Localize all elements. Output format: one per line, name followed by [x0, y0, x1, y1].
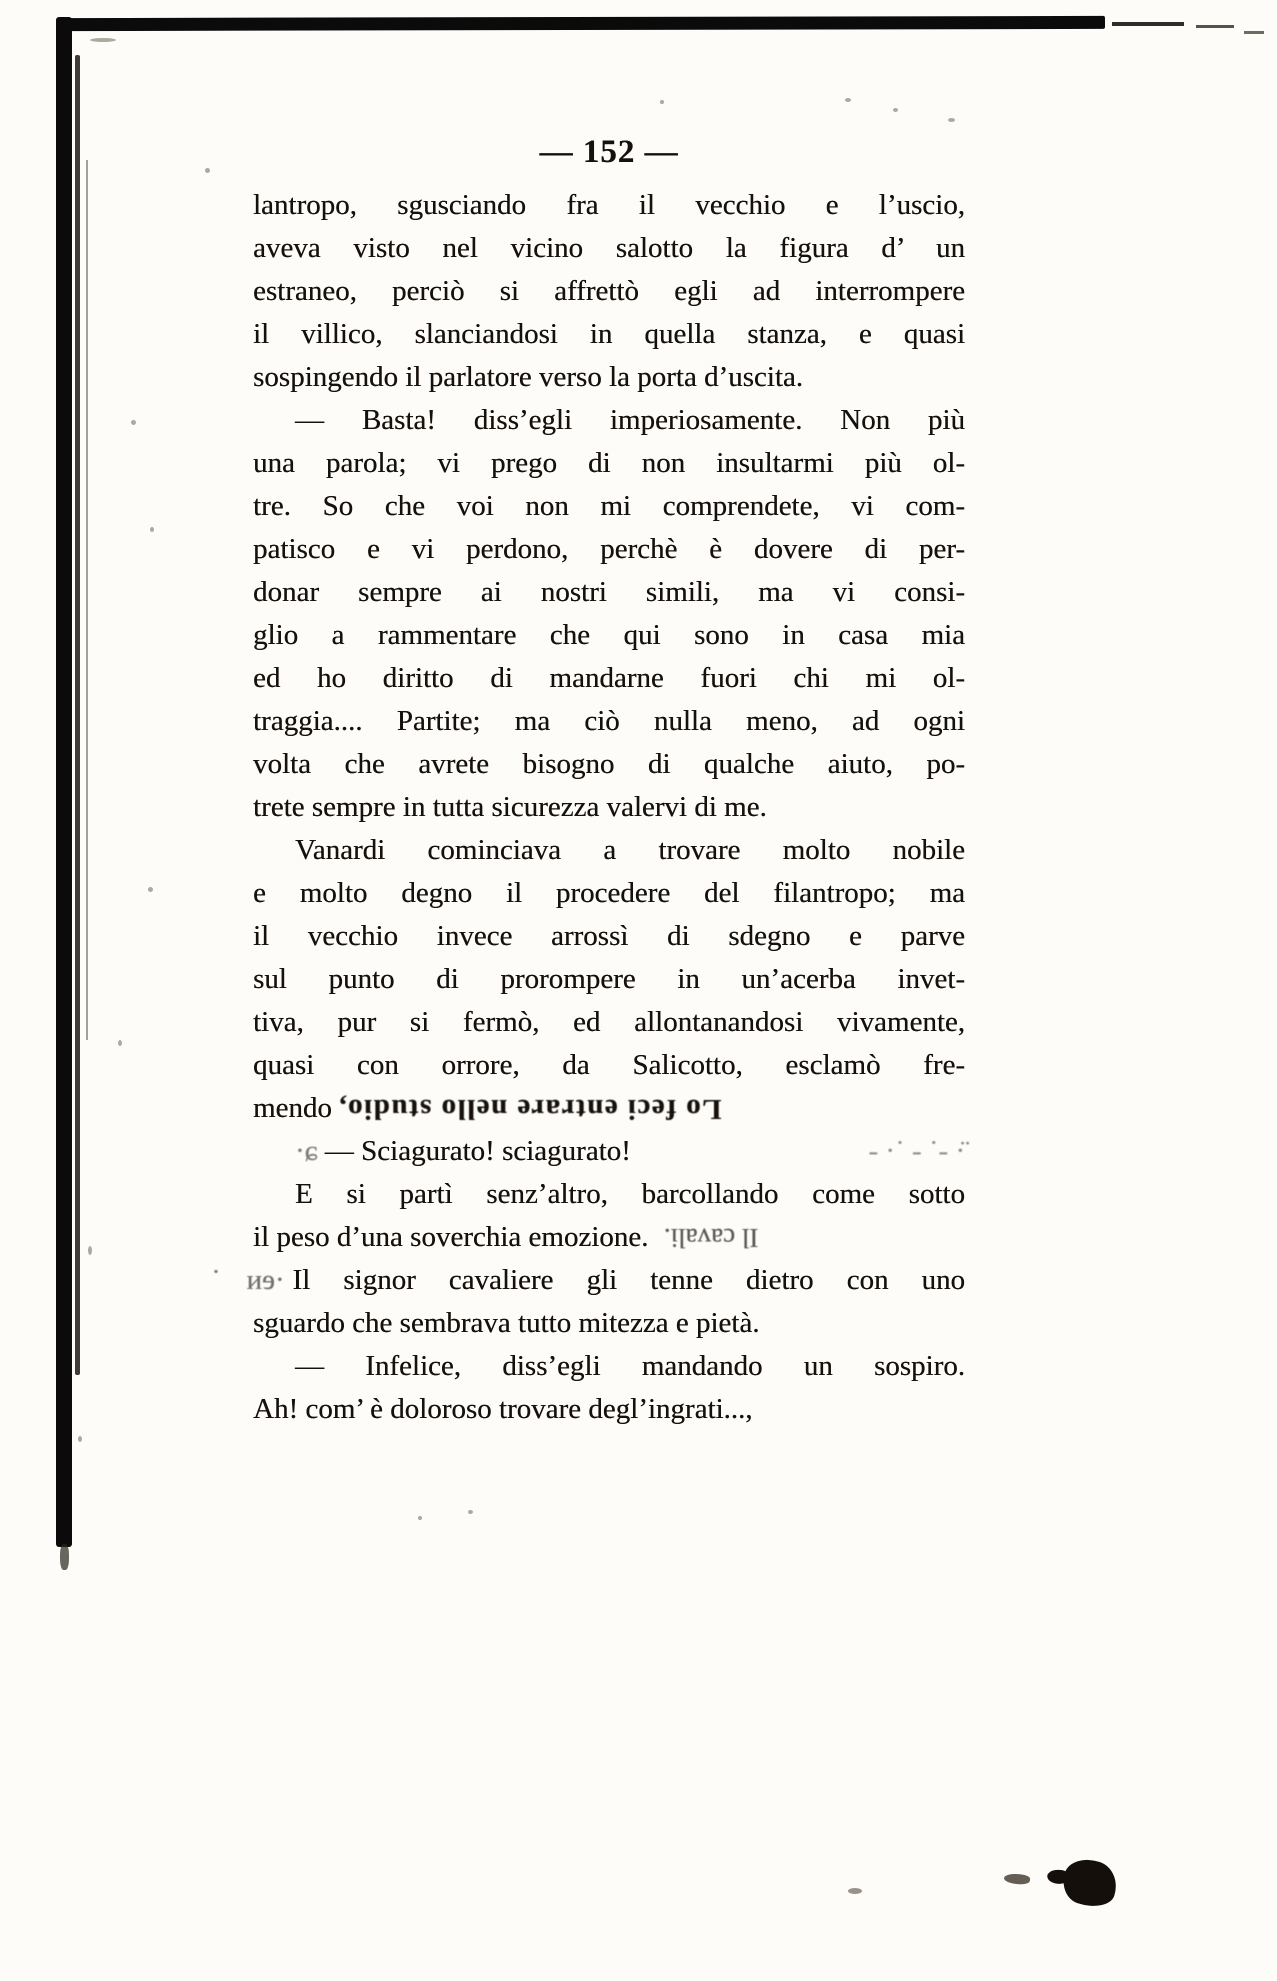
- text-line: [253, 528, 965, 571]
- text-line: [253, 1302, 965, 1345]
- text-segment: glio a rammentare che qui sono in casa mia: [253, 619, 965, 651]
- scan-speck: [90, 38, 116, 42]
- text-line: [253, 1044, 965, 1087]
- scan-edge-left-line: [75, 55, 80, 1375]
- text-segment: donar sempre ai nostri simili, ma vi consi-: [253, 576, 965, 608]
- text-line: [253, 313, 965, 356]
- text-segment: sguardo che sembrava tutto mitezza e pietà.: [253, 1307, 760, 1339]
- scan-edge-top: [57, 16, 1105, 31]
- text-line: [253, 872, 965, 915]
- text-segment: trete sempre in tutta sicurezza valervi di me.: [253, 791, 767, 823]
- text-segment: tiva, pur si fermò, ed allontanandosi vivamente,: [253, 1006, 965, 1038]
- text-line: [253, 571, 965, 614]
- scan-speck: [78, 1436, 82, 1442]
- text-segment: aveva visto nel vicino salotto la figura d’ un: [253, 232, 965, 264]
- ink-blot: [1057, 1853, 1123, 1913]
- ink-artifact: ·ɕ: [295, 1135, 325, 1167]
- scan-speck: [893, 108, 898, 112]
- text-block: [211, 184, 965, 1431]
- text-line: [211, 1259, 965, 1302]
- text-line: [253, 485, 965, 528]
- scan-edge-left-tail: [60, 1544, 69, 1570]
- text-segment: lantropo, sgusciando fra il vecchio e l’uscio,: [253, 189, 965, 221]
- text-line: [253, 399, 965, 442]
- scan-edge-left-line: [86, 160, 88, 1040]
- text-segment: e molto degno il procedere del filantropo; ma: [253, 877, 965, 909]
- text-segment: sospingendo il parlatore verso la porta d’uscita.: [253, 361, 804, 393]
- text-segment: quasi con orrore, da Salicotto, esclamò fre-: [253, 1049, 965, 1081]
- text-segment: estraneo, perciò si affrettò egli ad interrompere: [253, 275, 965, 307]
- text-line: [253, 1001, 965, 1044]
- scan-speck: [88, 1246, 92, 1255]
- scan-edge-top-dash: [1196, 25, 1234, 28]
- text-line: [253, 1173, 965, 1216]
- text-segment: — Infelice, diss’egli mandando un sospiro.: [295, 1350, 965, 1382]
- text-segment: traggia.... Partite; ma ciò nulla meno, ad ogni: [253, 705, 965, 737]
- scan-speck: [660, 100, 664, 104]
- text-segment: E si partì senz’altro, barcollando come sotto: [295, 1178, 965, 1210]
- text-line: [253, 1130, 965, 1173]
- text-segment: — Sciagurato! sciagurato!: [324, 1135, 631, 1167]
- ink-artifact: ‐ ·˙ ‐ ˙‐ ·̈: [868, 1135, 965, 1167]
- ink-blot: [848, 1888, 862, 1894]
- text-segment: una parola; vi prego di non insultarmi più ol-: [253, 447, 965, 479]
- scan-speck: [150, 527, 154, 532]
- text-line: [253, 442, 965, 485]
- scan-speck: [468, 1510, 473, 1514]
- scan-edge-top-dash: [1112, 22, 1184, 26]
- text-line: [253, 829, 965, 872]
- scan-speck: [118, 1040, 122, 1046]
- scan-speck: [948, 118, 955, 122]
- text-line: [253, 1388, 965, 1431]
- page-number: — 152 —: [539, 134, 679, 170]
- scan-speck: [418, 1516, 422, 1520]
- text-segment: il villico, slanciandosi in quella stanza, e quasi: [253, 318, 965, 350]
- scan-edge-left: [56, 17, 72, 1547]
- text-line: [253, 270, 965, 313]
- print-offset-artifact: Lo feci entrare nello studio,: [337, 1093, 722, 1125]
- text-segment: sul punto di prorompere in un’acerba invet-: [253, 963, 965, 995]
- text-line: [253, 227, 965, 270]
- text-line: [253, 1216, 965, 1259]
- text-segment: Ah! com’ è doloroso trovare degl’ingrati...,: [253, 1393, 753, 1425]
- text-line: [253, 1087, 965, 1130]
- ink-artifact: ˙ᴎɘ·: [211, 1264, 285, 1296]
- text-line: [253, 356, 965, 399]
- print-offset-artifact: Il cavali.: [664, 1223, 759, 1253]
- scan-speck: [148, 887, 153, 892]
- text-segment: volta che avrete bisogno di qualche aiuto, po-: [253, 748, 965, 780]
- text-segment: il peso d’una soverchia emozione.: [253, 1221, 649, 1253]
- ink-blot: [1004, 1873, 1031, 1886]
- text-segment: Il signor cavaliere gli tenne dietro con uno: [292, 1264, 965, 1296]
- scan-edge-top-dash: [1244, 31, 1264, 34]
- scan-speck: [131, 420, 136, 425]
- text-line: [253, 657, 965, 700]
- text-segment: tre. So che voi non mi comprendete, vi com-: [253, 490, 965, 522]
- text-segment: patisco e vi perdono, perchè è dovere di per-: [253, 533, 965, 565]
- text-segment: ed ho diritto di mandarne fuori chi mi ol-: [253, 662, 965, 694]
- text-line: [253, 1345, 965, 1388]
- text-line: [253, 958, 965, 1001]
- text-line: [253, 743, 965, 786]
- text-segment: il vecchio invece arrossì di sdegno e parve: [253, 920, 965, 952]
- scan-speck: [205, 168, 210, 173]
- scan-speck: [845, 98, 851, 102]
- text-line: [253, 614, 965, 657]
- text-line: [253, 184, 965, 227]
- text-segment: — Basta! diss’egli imperiosamente. Non più: [295, 404, 965, 436]
- text-line: [253, 786, 965, 829]
- text-line: [253, 915, 965, 958]
- text-line: [253, 700, 965, 743]
- text-segment: Vanardi cominciava a trovare molto nobile: [295, 834, 965, 866]
- text-segment: mendo: [253, 1092, 332, 1124]
